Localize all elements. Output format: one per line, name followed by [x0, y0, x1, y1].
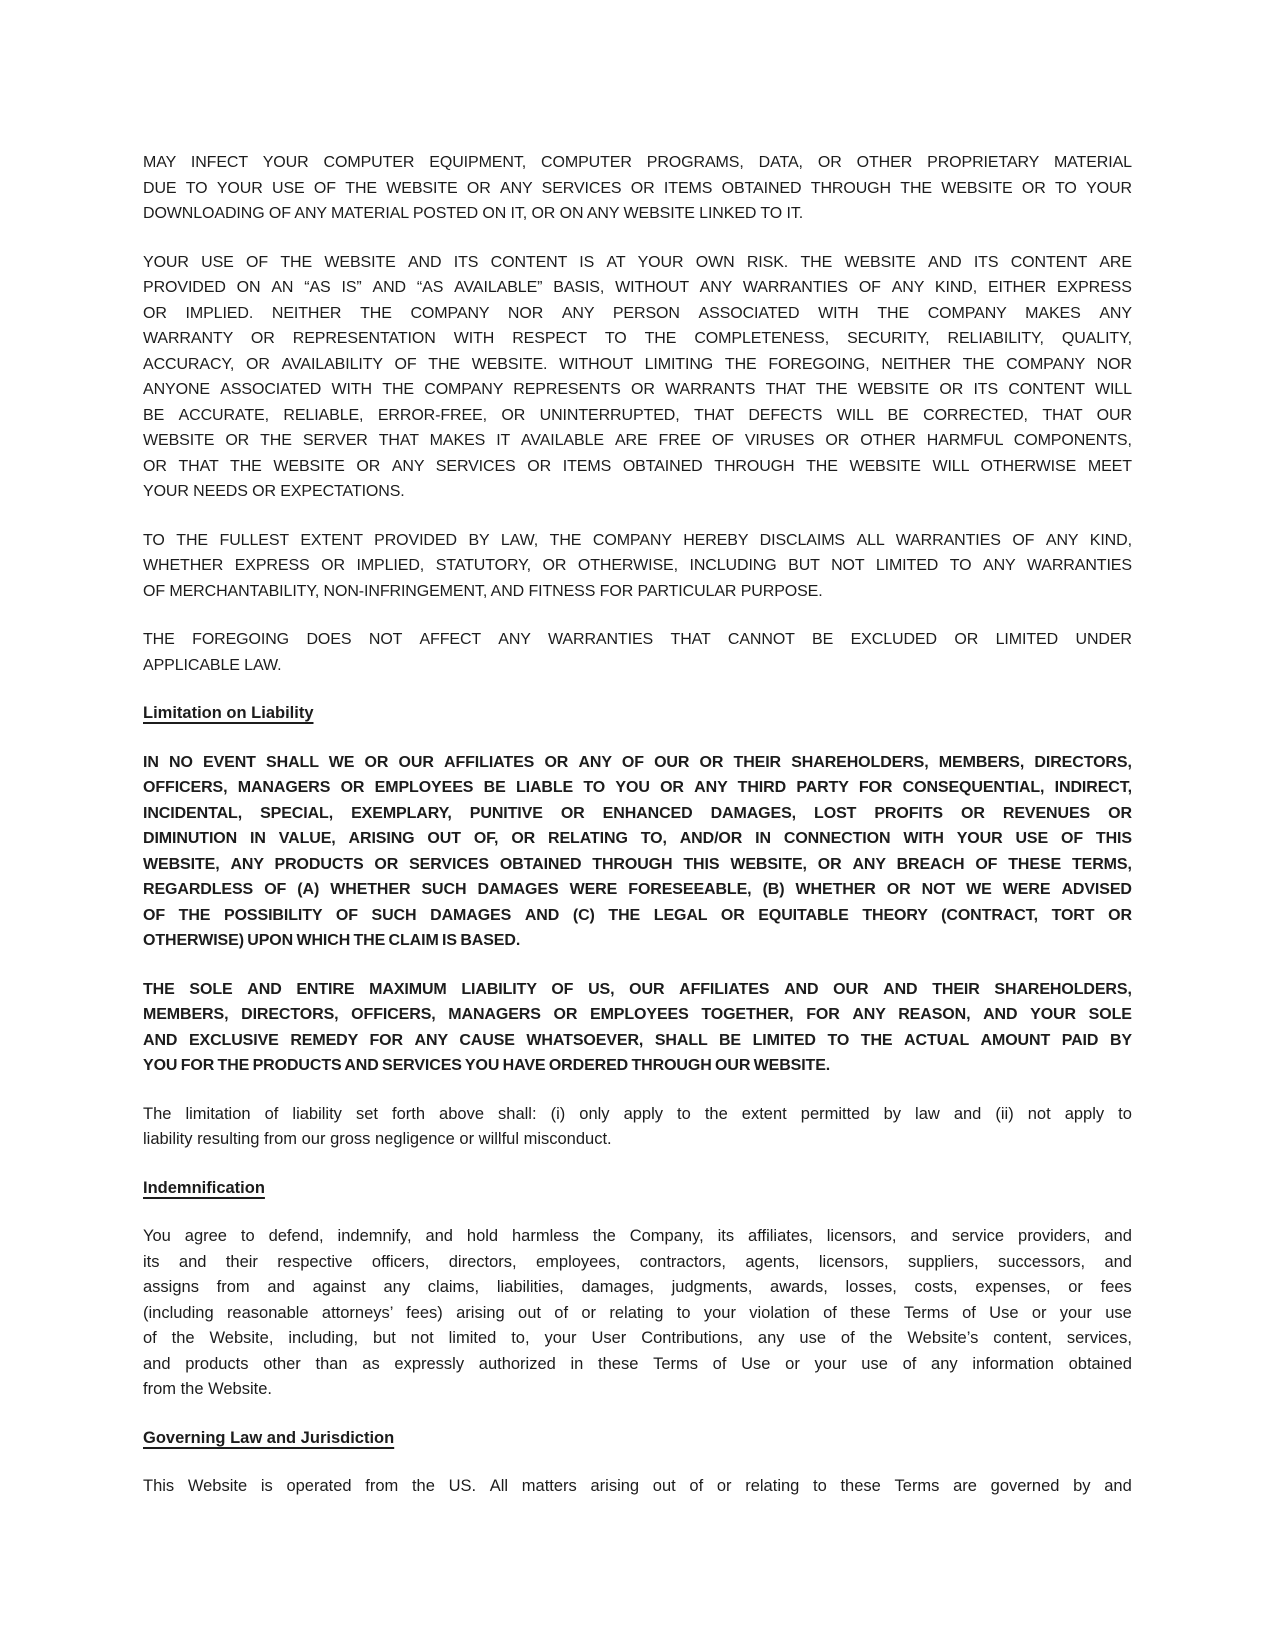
text-line: its and their respective officers, directors, employees, contractors, agents, licensors, suppliers, successors, and — [143, 1252, 1132, 1271]
text-line: INCIDENTAL, SPECIAL, EXEMPLARY, PUNITIVE OR ENHANCED DAMAGES, LOST PROFITS OR REVENUES OR — [143, 804, 1132, 822]
text-line: MEMBERS, DIRECTORS, OFFICERS, MANAGERS OR EMPLOYEES TOGETHER, FOR ANY REASON, AND YOUR SOLE — [143, 1006, 1132, 1023]
paragraph-governing-law-body — [143, 1474, 1132, 1500]
text-line: APPLICABLE LAW. — [143, 656, 282, 674]
text-line: YOUR NEEDS OR EXPECTATIONS. — [143, 483, 405, 500]
text-line: REGARDLESS OF (A) WHETHER SUCH DAMAGES WERE FORESEEABLE, (B) WHETHER OR NOT WE WERE ADVISED — [143, 881, 1132, 898]
text-line: The limitation of liability set forth above shall: (i) only apply to the extent permitted by law and (ii) not apply to — [143, 1104, 1132, 1123]
section-heading-text: Indemnification — [143, 1178, 265, 1197]
text-line: DOWNLOADING OF ANY MATERIAL POSTED ON IT, OR ON ANY WEBSITE LINKED TO IT. — [143, 205, 804, 222]
text-line: ANYONE ASSOCIATED WITH THE COMPANY REPRESENTS OR WARRANTS THAT THE WEBSITE OR ITS CONTENT WILL — [143, 381, 1132, 398]
text-line: DUE TO YOUR USE OF THE WEBSITE OR ANY SERVICES OR ITEMS OBTAINED THROUGH THE WEBSITE OR TO YOUR — [143, 179, 1132, 197]
heading-indemnification — [143, 1176, 1132, 1202]
text-line: (including reasonable attorneys’ fees) arising out of or relating to your violation of these Terms of Use or your use — [143, 1303, 1132, 1322]
text-line: OR IMPLIED. NEITHER THE COMPANY NOR ANY PERSON ASSOCIATED WITH THE COMPANY MAKES ANY — [143, 304, 1132, 322]
text-line: OR THAT THE WEBSITE OR ANY SERVICES OR ITEMS OBTAINED THROUGH THE WEBSITE WILL OTHERWISE MEET — [143, 457, 1132, 475]
paragraph-limitation-scope — [143, 1102, 1132, 1153]
text-line: from the Website. — [143, 1380, 272, 1398]
text-line: THE FOREGOING DOES NOT AFFECT ANY WARRANTIES THAT CANNOT BE EXCLUDED OR LIMITED UNDER — [143, 631, 1132, 648]
paragraph-indemnification-body — [143, 1224, 1132, 1403]
text-line: liability resulting from our gross negligence or willful misconduct. — [143, 1130, 612, 1148]
section-heading-text: Limitation on Liability — [143, 704, 314, 722]
paragraph-disclaims-warranties — [143, 528, 1132, 605]
text-line: WHETHER EXPRESS OR IMPLIED, STATUTORY, OR OTHERWISE, INCLUDING BUT NOT LIMITED TO ANY WARRANTIES — [143, 557, 1132, 574]
heading-limitation-on-liability — [143, 701, 1132, 727]
text-line: TO THE FULLEST EXTENT PROVIDED BY LAW, THE COMPANY HEREBY DISCLAIMS ALL WARRANTIES OF ANY KIND, — [143, 531, 1132, 549]
text-line: WARRANTY OR REPRESENTATION WITH RESPECT TO THE COMPLETENESS, SECURITY, RELIABILITY, QUALITY, — [143, 330, 1132, 347]
text-line: OTHERWISE) UPON WHICH THE CLAIM IS BASED. — [143, 932, 521, 949]
text-line: THE SOLE AND ENTIRE MAXIMUM LIABILITY OF US, OUR AFFILIATES AND OUR AND THEIR SHAREHOLDERS, — [143, 980, 1132, 998]
heading-governing-law — [143, 1426, 1132, 1452]
text-line: assigns from and against any claims, liabilities, damages, judgments, awards, losses, costs, expenses, or fees — [143, 1278, 1132, 1296]
text-line: WEBSITE OR THE SERVER THAT MAKES IT AVAILABLE ARE FREE OF VIRUSES OR OTHER HARMFUL COMPONENTS, — [143, 432, 1132, 449]
text-line: PROVIDED ON AN “AS IS” AND “AS AVAILABLE” BASIS, WITHOUT ANY WARRANTIES OF ANY KIND, EITHER EXPRESS — [143, 279, 1132, 296]
text-line: DIMINUTION IN VALUE, ARISING OUT OF, OR RELATING TO, AND/OR IN CONNECTION WITH YOUR USE OF THIS — [143, 830, 1132, 847]
text-line: YOU FOR THE PRODUCTS AND SERVICES YOU HAVE ORDERED THROUGH OUR WEBSITE. — [143, 1057, 831, 1074]
paragraph-maximum-liability — [143, 977, 1132, 1079]
section-heading-text: Governing Law and Jurisdiction — [143, 1428, 395, 1447]
text-line: MAY INFECT YOUR COMPUTER EQUIPMENT, COMPUTER PROGRAMS, DATA, OR OTHER PROPRIETARY MATERIAL — [143, 154, 1132, 171]
text-line: YOUR USE OF THE WEBSITE AND ITS CONTENT IS AT YOUR OWN RISK. THE WEBSITE AND ITS CONTENT ARE — [143, 253, 1132, 271]
paragraph-as-is-basis — [143, 250, 1132, 505]
text-line: WEBSITE, ANY PRODUCTS OR SERVICES OBTAINED THROUGH THIS WEBSITE, OR ANY BREACH OF THESE TERMS, — [143, 855, 1132, 873]
text-line: of the Website, including, but not limited to, your User Contributions, any use of the Website’s content, services, — [143, 1329, 1132, 1347]
paragraph-virus-disclaimer — [143, 150, 1132, 227]
text-line: OFFICERS, MANAGERS OR EMPLOYEES BE LIABLE TO YOU OR ANY THIRD PARTY FOR CONSEQUENTIAL, INDIRECT, — [143, 779, 1132, 796]
text-line: BE ACCURATE, RELIABLE, ERROR-FREE, OR UNINTERRUPTED, THAT DEFECTS WILL BE CORRECTED, THAT OUR — [143, 406, 1132, 424]
text-line: OF THE POSSIBILITY OF SUCH DAMAGES AND (C) THE LEGAL OR EQUITABLE THEORY (CONTRACT, TORT OR — [143, 906, 1132, 924]
paragraph-foregoing-warranties — [143, 627, 1132, 678]
text-line: You agree to defend, indemnify, and hold harmless the Company, its affiliates, licensors, and service providers, and — [143, 1227, 1132, 1245]
text-line: AND EXCLUSIVE REMEDY FOR ANY CAUSE WHATSOEVER, SHALL BE LIMITED TO THE ACTUAL AMOUNT PAID BY — [143, 1031, 1132, 1049]
text-line: IN NO EVENT SHALL WE OR OUR AFFILIATES OR ANY OF OUR OR THEIR SHAREHOLDERS, MEMBERS, DIRECTORS, — [143, 753, 1132, 771]
text-line: OF MERCHANTABILITY, NON-INFRINGEMENT, AND FITNESS FOR PARTICULAR PURPOSE. — [143, 582, 823, 600]
document-body — [143, 150, 1132, 1500]
text-line: This Website is operated from the US. All matters arising out of or relating to these Terms are governed by and — [143, 1477, 1132, 1495]
paragraph-no-event-liability — [143, 750, 1132, 954]
text-line: ACCURACY, OR AVAILABILITY OF THE WEBSITE. WITHOUT LIMITING THE FOREGOING, NEITHER THE COMPANY NOR — [143, 355, 1132, 373]
text-line: and products other than as expressly authorized in these Terms of Use or your use of any information obtained — [143, 1354, 1132, 1373]
